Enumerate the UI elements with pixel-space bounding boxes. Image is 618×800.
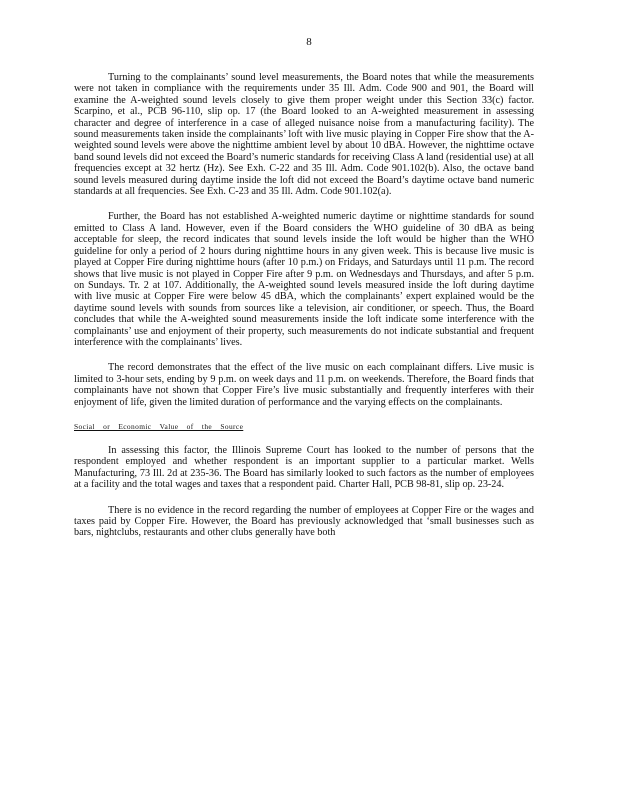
paragraph-effect-on-complainants: The record demonstrates that the effect of the live music on each complainant differs. Live music is limited to 3-hour sets, ending by 9 p.m. on week days and 11 p.m. on weekends. Therefore, the Board finds that complainants have not shown that Copper Fire’s live music substantially and frequently interferes with their enjoyment of life, given the limited duration of performance and the varying effects on the complainants. [74,362,534,408]
page-number: 8 [306,36,312,48]
paragraph-sound-measurements: Turning to the complainants’ sound level measurements, the Board notes that while the measurements were not taken in compliance with the requirements under 35 Ill. Adm. Code 900 and 901, the Board will examine the A-weighted sound levels closely to give them proper weight under this Section 33(c) factor. Scarpino, et al., PCB 96-110, slip op. 17 (the Board looked to an A-weighted measurement in assessing character and degree of interference in a case of alleged nuisance noise from a manufacturing facility). The sound measurements taken inside the complainants’ loft with live music playing in Copper Fire show that the A-weighted sound levels were above the nighttime ambient level by about 10 dBA. However, the nighttime octave band sound levels did not exceed the Board’s numeric standards for receiving Class A land (residential use) at all frequencies except at 32 hertz (Hz). See Exh. C-22 and 35 Ill. Adm. Code 901.102(b). Also, the octave band sound levels measured during daytime inside the loft did not exceed the Board’s daytime octave band numeric standards at all frequencies. See Exh. C-23 and 35 Ill. Adm. Code 901.102(a). [74,72,535,198]
document-body [74,72,534,539]
paragraph-assessing-factor: In assessing this factor, the Illinois Supreme Court has looked to the number of persons that the respondent employed and whether respondent is an important supplier to a particular market. Wells Manufacturing, 73 Ill. 2d at 235-36. The Board has similarly looked to such factors as the number of employees at a facility and the total wages and taxes that a respondent paid. Charter Hall, PCB 98-81, slip op. 23-24. [74,444,534,491]
section-heading: Social or Economic Value of the Source [74,421,244,431]
paragraph-no-evidence: There is no evidence in the record regarding the number of employees at Copper Fire or the wages and taxes paid by Copper Fire. However, the Board has previously acknowledged that ‘small businesses such as bars, nightclubs, restaurants and other clubs generally have both [74,504,534,539]
paragraph-who-guideline: Further, the Board has not established A-weighted numeric daytime or nighttime standards for sound emitted to Class A land. However, even if the Board considers the WHO guideline of 30 dBA as being acceptable for sleep, the record indicates that sound levels inside the loft would be higher than the WHO guideline for only a period of 2 hours during nighttime hours in any given week. This is because live music is played at Copper Fire during nighttime hours (after 10 p.m.) on Fridays, and Saturdays until 11 p.m. The record shows that live music is not played in Copper Fire after 9 p.m. on Wednesdays and Thursdays, and after 5 p.m. on Sundays. Tr. 2 at 107. Additionally, the A-weighted sound levels measured inside the loft during daytime with live music at Copper Fire were below 45 dBA, which the complainants’ expert explained would be the daytime sound levels with sounds from sources like a television, air conditioner, or speech. Thus, the Board concludes that while the A-weighted sound measurements inside the loft indicate some interference with the complainants’ use and enjoyment of their property, such measurements do not indicate substantial and frequent interference with the complainants’ lives. [74,211,534,348]
